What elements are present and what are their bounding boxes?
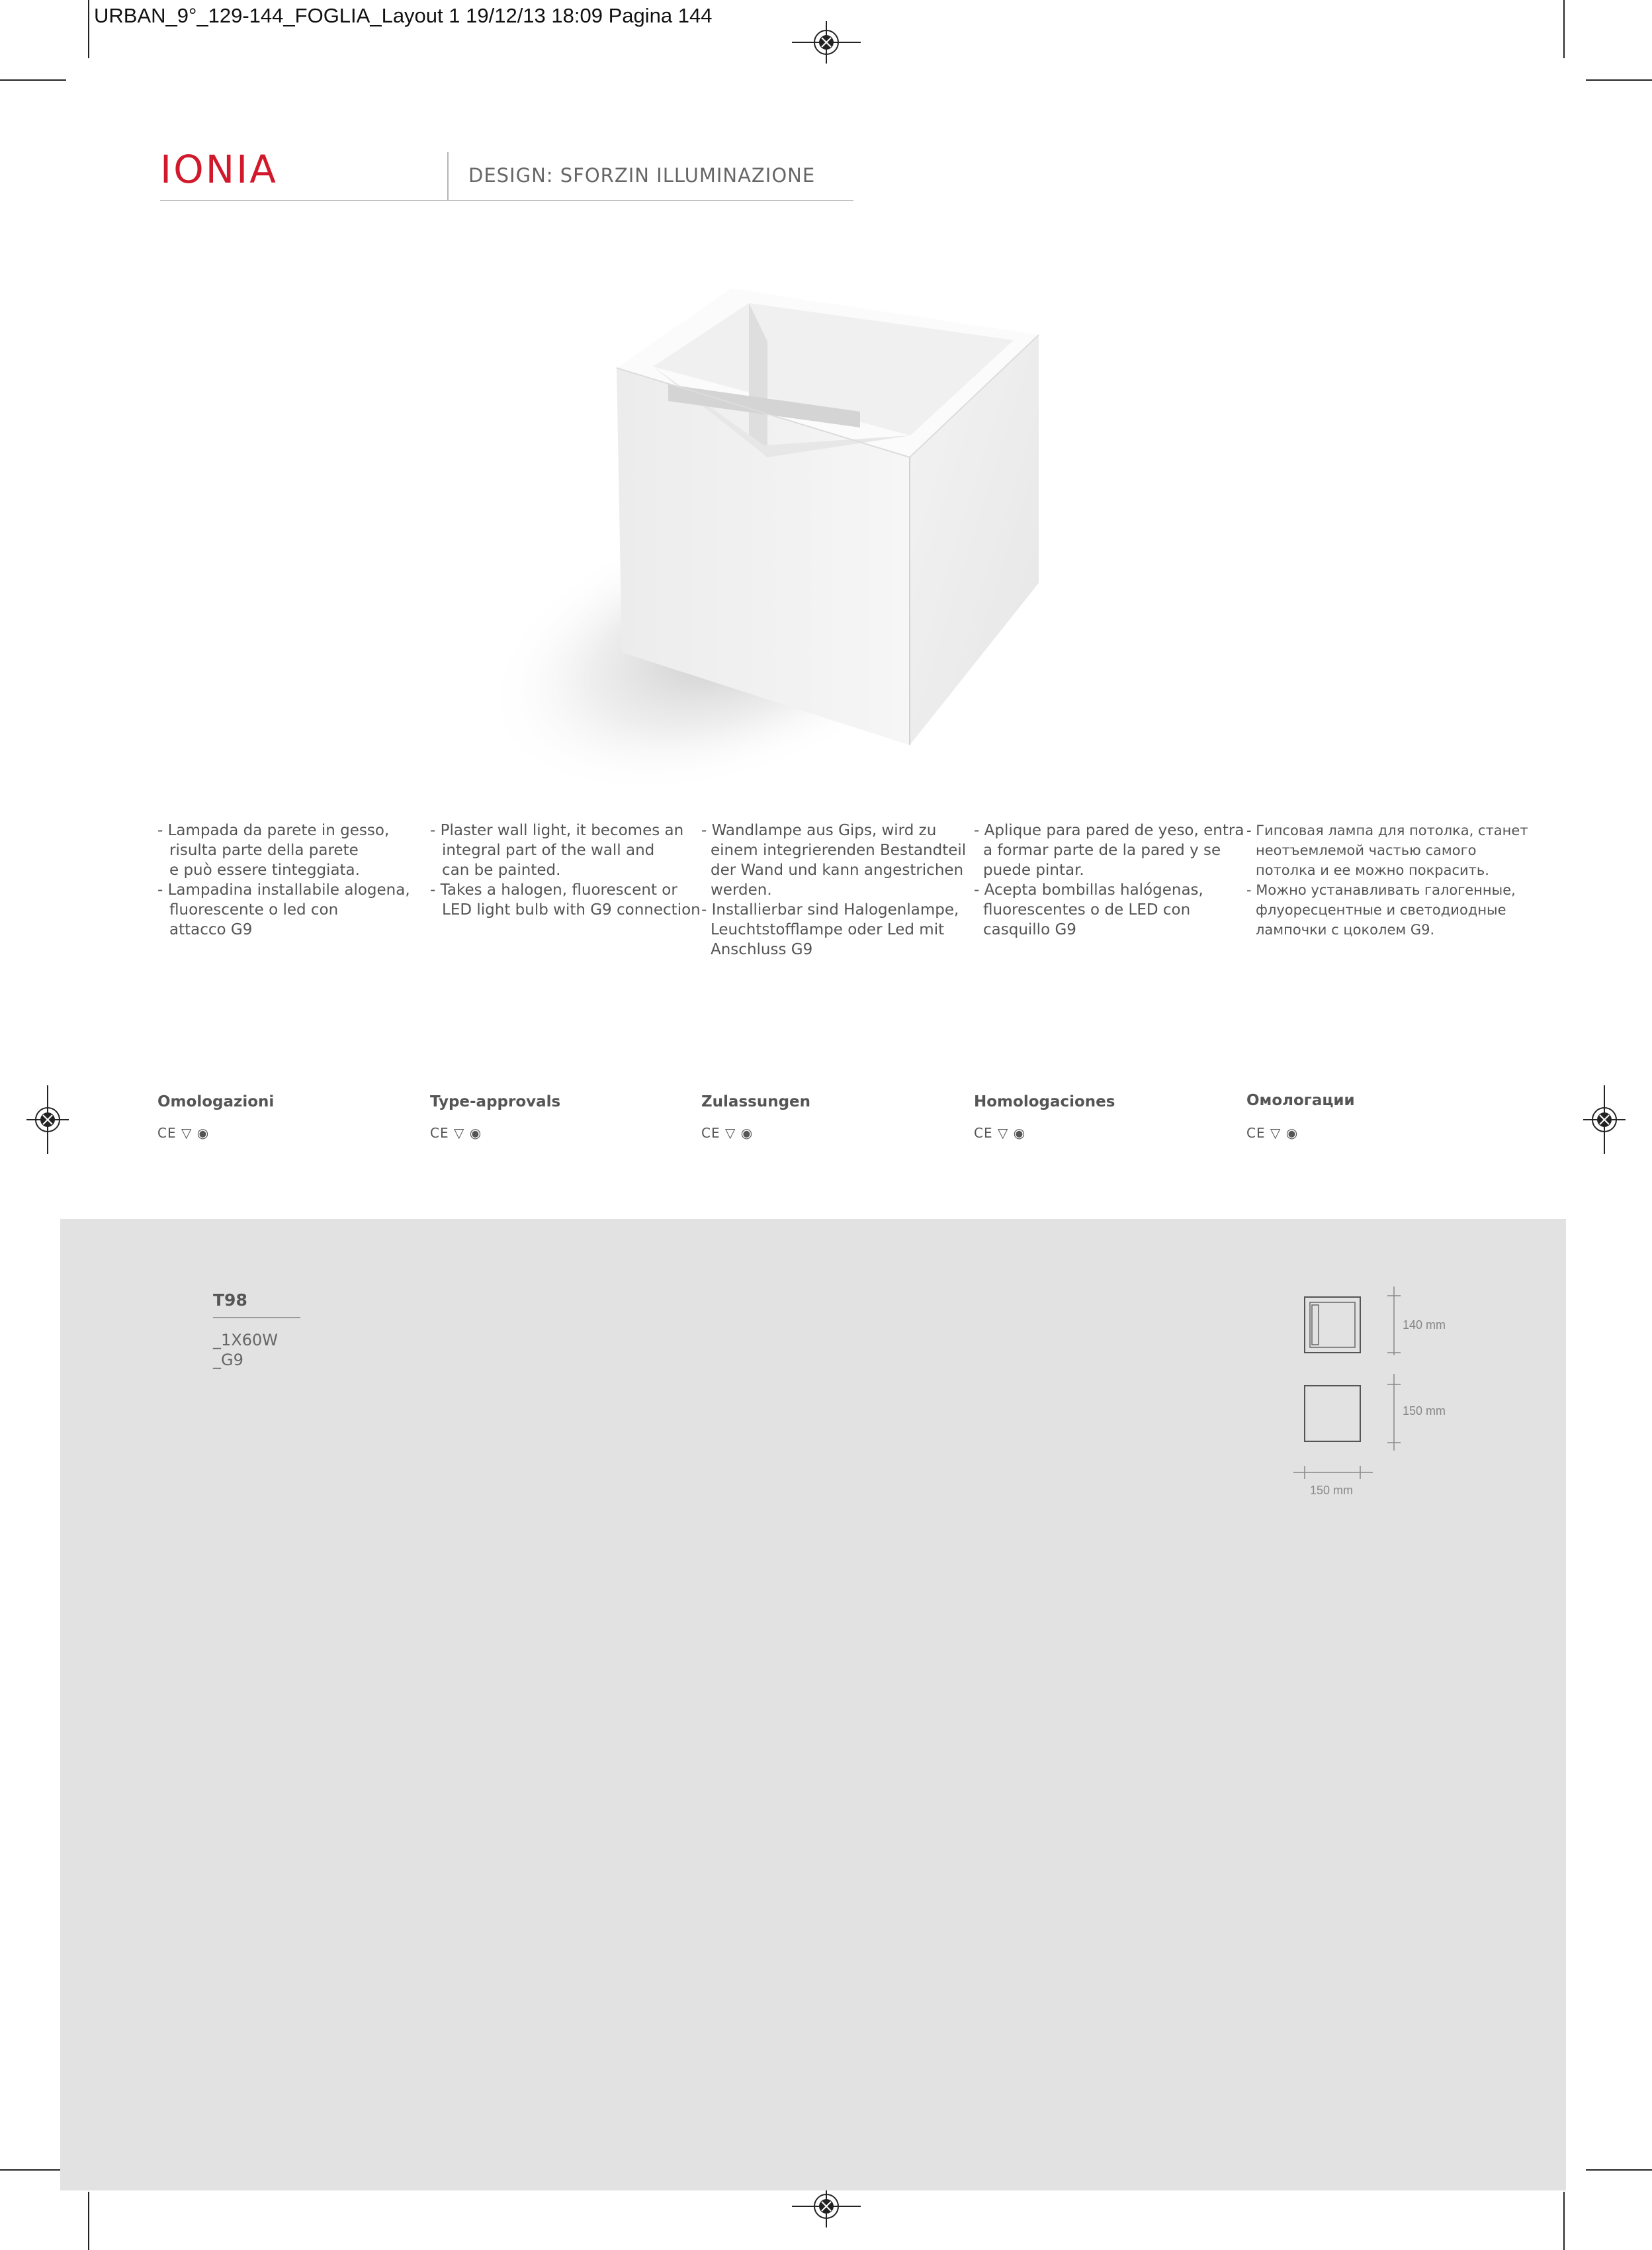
registration-mark-left bbox=[26, 1085, 69, 1154]
description-de: - Wandlampe aus Gips, wird zu einem integrierenden Bestandteil der Wand und kann angestrichen werden. - Installierbar sind Halogenlampe, Leuchtstofflampe oder Led mit Anschluss G9 bbox=[701, 822, 967, 958]
registration-mark-bottom bbox=[792, 2185, 861, 2228]
dimension-drawing bbox=[1290, 1277, 1449, 1502]
dimension-width: 150 mm bbox=[1310, 1484, 1354, 1497]
product-code: T98 bbox=[213, 1290, 247, 1310]
description-ru: - Гипсовая лампа для потолка, станет неотъемлемой частью самого потолка и ее можно покрасить. - Можно устанавливать галогенные, флуоресцентные и светодиодные лампочки с цоколем G9. bbox=[1246, 823, 1528, 938]
description-en: - Plaster wall light, it becomes an integral part of the wall and can be painted. - Takes a halogen, fluorescent or LED light bulb with G9 connection bbox=[430, 822, 701, 919]
approvals-label-en: Type-approvals bbox=[430, 1093, 561, 1110]
certification-marks-icon: CE ▽ ◉ bbox=[701, 1125, 754, 1141]
product-code-rule bbox=[213, 1317, 300, 1318]
certification-marks-icon: CE ▽ ◉ bbox=[974, 1125, 1026, 1141]
approvals-label-it: Omologazioni bbox=[157, 1093, 275, 1110]
dimension-depth: 140 mm bbox=[1403, 1318, 1446, 1331]
spec-list bbox=[213, 1330, 278, 1370]
spec-power: _1X60W bbox=[213, 1331, 278, 1349]
product-photo bbox=[357, 222, 1336, 805]
designer-credit: DESIGN: SFORZIN ILLUMINAZIONE bbox=[468, 164, 816, 187]
description-it: - Lampada da parete in gesso, risulta parte della parete e può essere tinteggiata. - Lampadina installabile alogena, fluorescente o led con attacco G9 bbox=[157, 822, 410, 938]
print-slug: URBAN_9°_129-144_FOGLIA_Layout 1 19/12/13 18:09 Pagina 144 bbox=[94, 4, 713, 27]
approvals-label-es: Homologaciones bbox=[974, 1093, 1115, 1110]
description-es: - Aplique para pared de yeso, entra a formar parte de la pared y se puede pintar. - Acepta bombillas halógenas, fluorescentes o de LED con casquillo G9 bbox=[974, 822, 1244, 938]
dimension-height: 150 mm bbox=[1403, 1404, 1446, 1418]
spec-socket: _G9 bbox=[213, 1351, 243, 1369]
certification-marks-icon: CE ▽ ◉ bbox=[430, 1125, 482, 1141]
registration-mark-top bbox=[792, 21, 861, 64]
certification-marks-icon: CE ▽ ◉ bbox=[157, 1125, 210, 1141]
approvals-label-ru: Омологации bbox=[1246, 1092, 1355, 1109]
header-divider bbox=[447, 152, 449, 201]
approvals-label-de: Zulassungen bbox=[701, 1093, 811, 1110]
registration-mark-right bbox=[1583, 1085, 1626, 1154]
product-title: IONIA bbox=[160, 147, 278, 192]
header-rule bbox=[160, 200, 853, 201]
certification-marks-icon: CE ▽ ◉ bbox=[1246, 1125, 1299, 1141]
